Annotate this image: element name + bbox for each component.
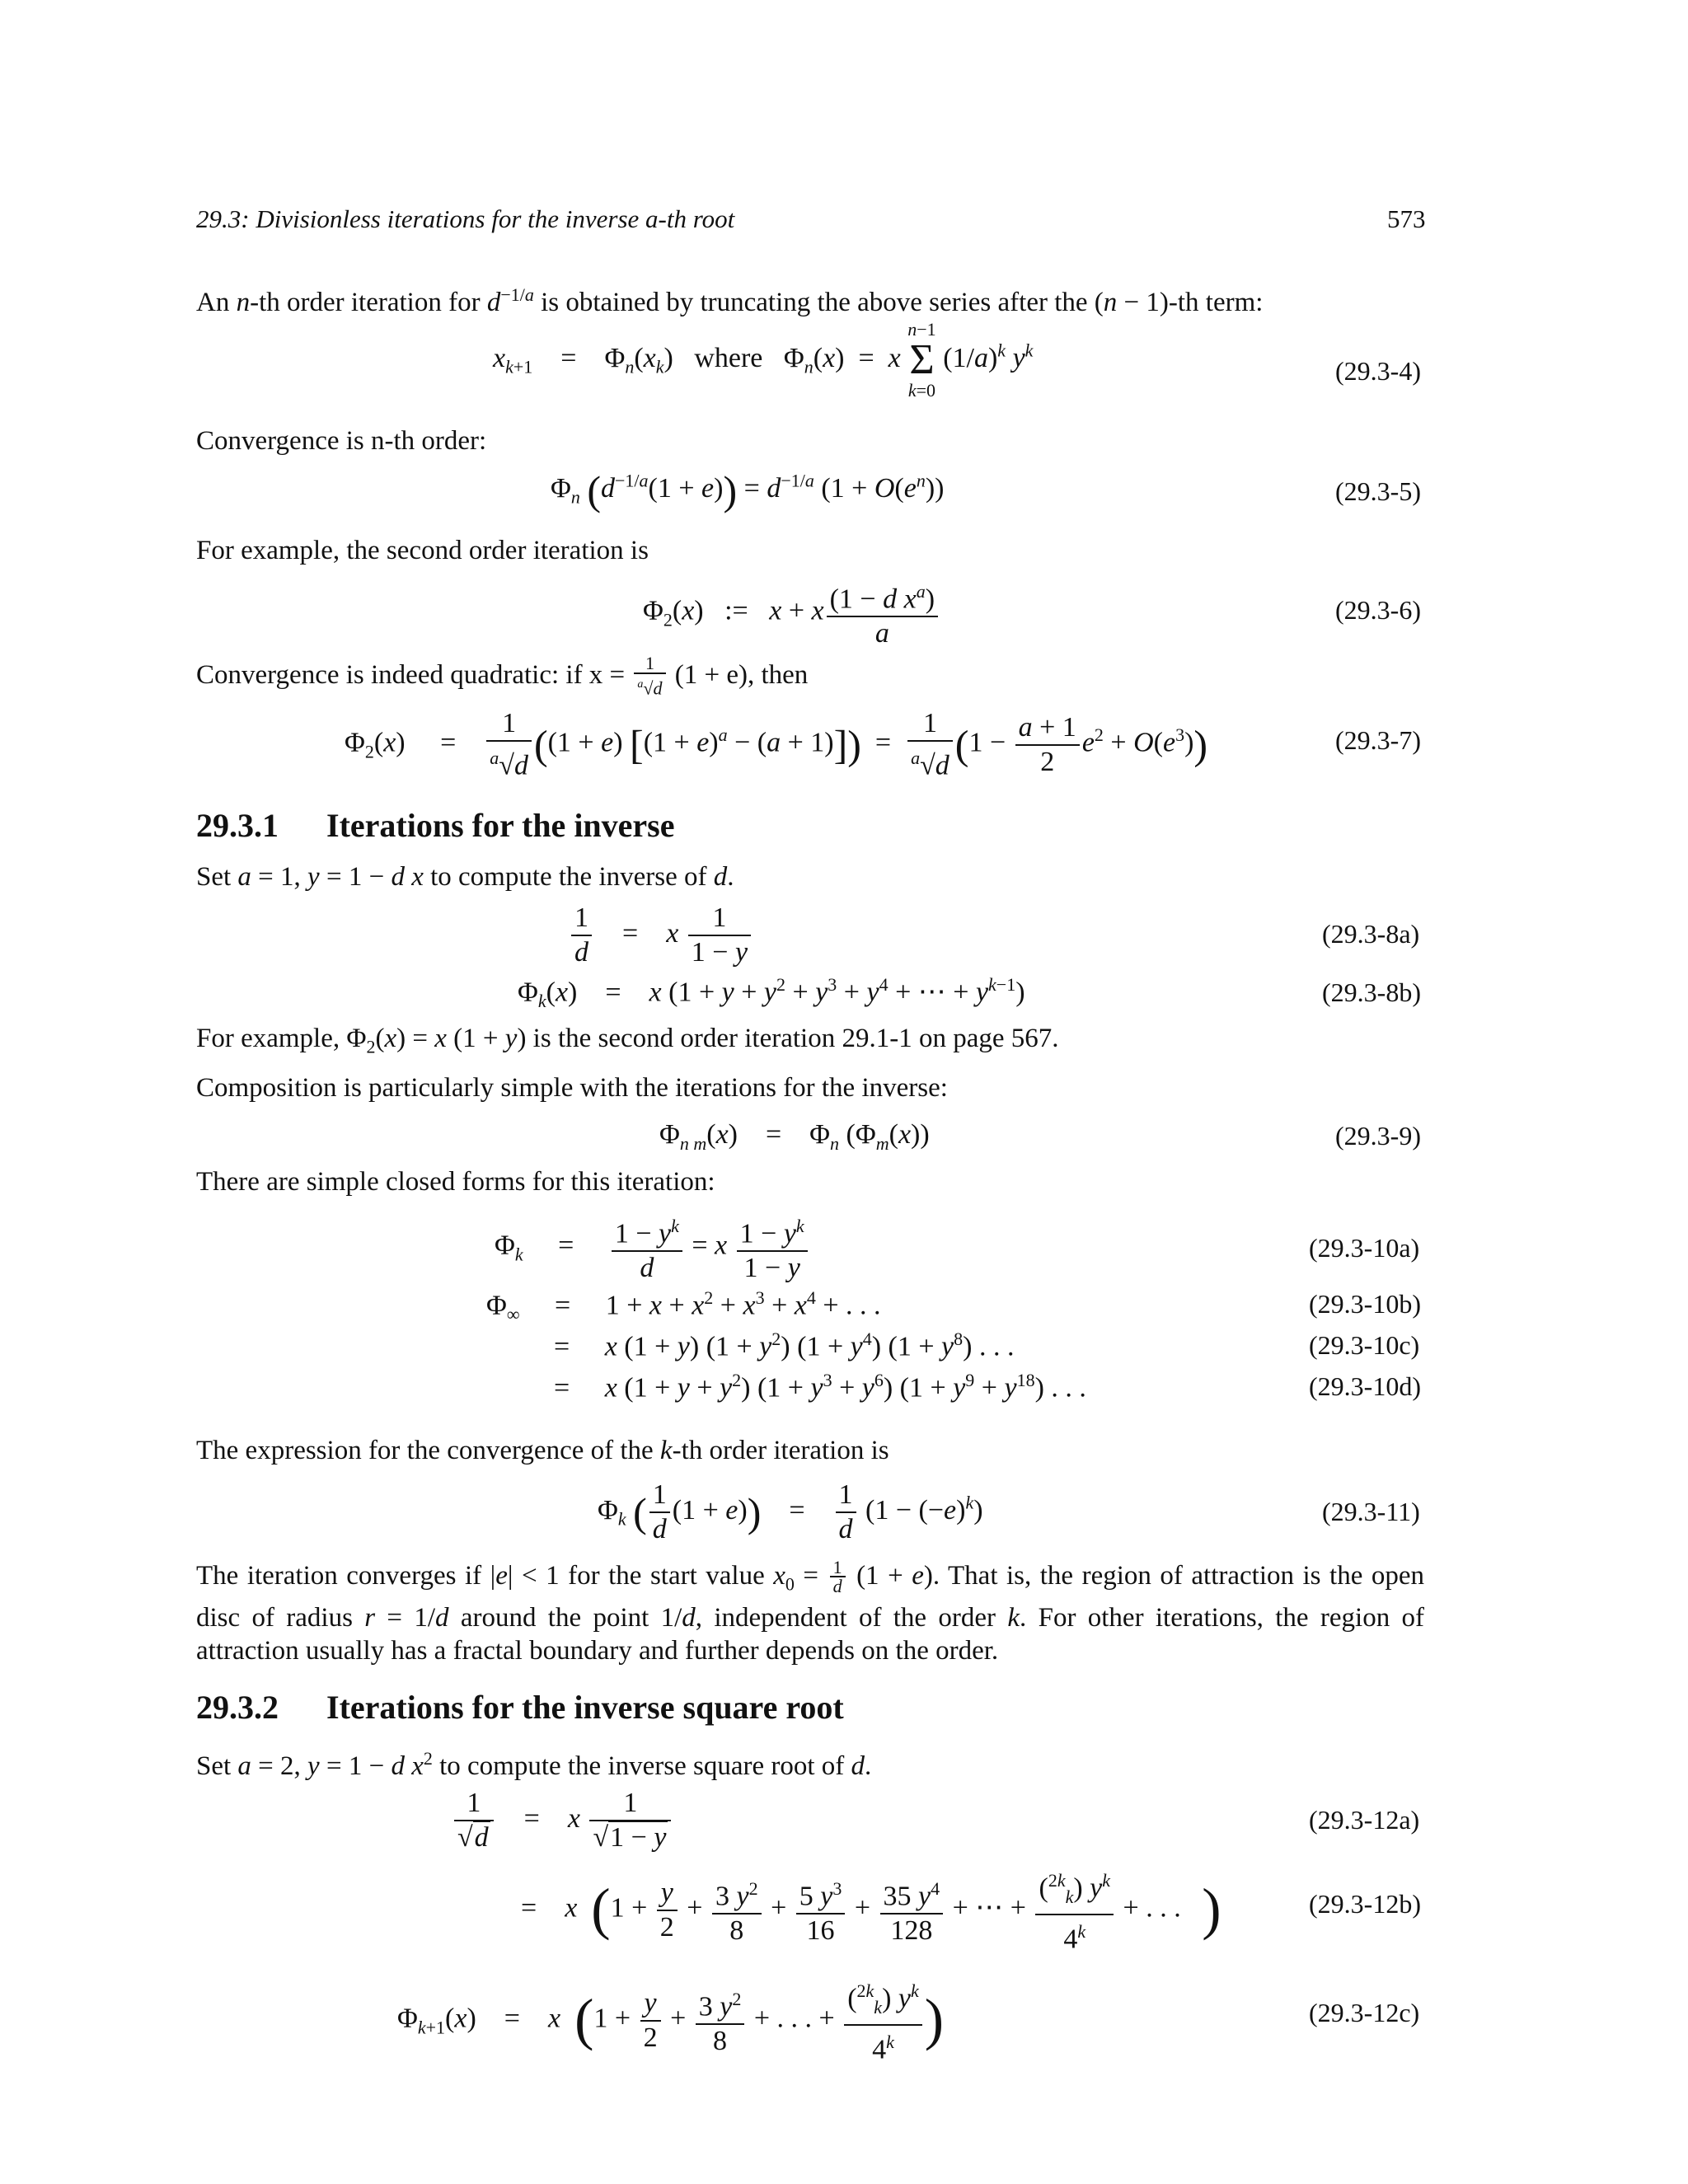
equation-29-3-12a: $\frac{1}{√d}$ = x $\frac{1}{√1 - y}$ [452, 1787, 673, 1854]
eqnum-29-3-12c: (29.3-12c) [1309, 1998, 1420, 2027]
equation-29-3-10c: = x (1 + y) $(1 + y^2)$ $(1 + y^4)$ $(1 + y^8)$ . . . [554, 1329, 1015, 1362]
eqnum-29-3-10a: (29.3-10a) [1309, 1233, 1420, 1263]
section-heading-29-3-2 [196, 1688, 844, 1727]
text-convergence-quadratic: Convergence is indeed quadratic: if x = $\frac{1}{^a√d}$ (1 + e), then [196, 653, 809, 699]
equation-29-3-11: $\Phi_k$ ( $\frac{1}{d}$ (1 + e)) = $\frac{1}{d}$ $(1 - (-e)^k)$ [598, 1479, 983, 1544]
equation-29-3-5: $\Phi_n$ $(d^{-1/a}(1 + e)) = d^{-1/a}$ $(1 + O(e^n))$ [551, 467, 945, 513]
section-heading-29-3-1 [196, 806, 675, 845]
equation-29-3-9: $\Phi_{n m}(x)$ = $\Phi_n$ $(\Phi_m(x))$ [659, 1119, 930, 1154]
intro-line: An n-th order iteration for $d^{-1/a}$ is obtained by truncating the above series after the (n − 1)-th term: [196, 284, 1264, 317]
eqnum-29-3-7: (29.3-7) [1335, 725, 1421, 755]
eqnum-29-3-12a: (29.3-12a) [1309, 1805, 1420, 1835]
eqnum-29-3-11: (29.3-11) [1322, 1497, 1420, 1526]
quadratic-text-a: Convergence is indeed quadratic: if x = [196, 659, 626, 690]
page-number: 573 [1387, 204, 1426, 233]
paragraph-region-of-attraction: The iteration converges if |e| < 1 for the start value $x_0$ = $\frac{1}{d}$ (1 + e). That is, the region of attraction is the open disc of radius r = 1/d around the point 1/d, independent of the order k. For other iterations, the region of attraction usually has a fractal boundary and further depends on the order. [196, 1557, 1425, 1666]
equation-29-3-8b: $\Phi_k(x)$ = x ($1 + y + y^2 + y^3 + y^4$ + ⋯ + $y^{k-1}$) [518, 974, 1025, 1012]
where-word: where [694, 342, 763, 373]
eqnum-29-3-8b: (29.3-8b) [1322, 977, 1421, 1007]
eqnum-29-3-10c: (29.3-10c) [1309, 1330, 1420, 1360]
text-expression-convergence: The expression for the convergence of the k-th order iteration is [196, 1436, 889, 1465]
text-example-inverse: For example, $\Phi_2(x) = x$ (1 + y) is the second order iteration 29.1-1 on page 567. [196, 1024, 1059, 1057]
equation-29-3-10a: $\Phi_k$ = $\frac{1 - y^k}{d}$ = x $\frac{1 - y^k}{1 - y}$ [495, 1210, 810, 1285]
text-set-invsqrt: Set a = 2, y = 1 − d $x^2$ to compute the inverse square root of d. [196, 1748, 872, 1781]
equation-29-3-7: $\Phi_2(x)$ = $\frac{1}{^a√d}$ ((1 + e) $[(1 + e)^a - (a + 1)]$) = $\frac{1}{^a√d}$ (1 − $\frac{a + 1}{2}$ $e^2 + O(e^3)$) [345, 708, 1208, 781]
text-set-inverse: Set a = 1, y = 1 − d x to compute the inverse of d. [196, 862, 734, 892]
equation-29-3-10b: $\Phi_\infty$ = $1 + x + x^2 + x^3 + x^4$ + . . . [486, 1287, 881, 1325]
eqnum-29-3-9: (29.3-9) [1335, 1121, 1421, 1151]
eqnum-29-3-4: (29.3-4) [1335, 356, 1421, 386]
text-closed-forms: There are simple closed forms for this iteration: [196, 1167, 715, 1197]
eqnum-29-3-12b: (29.3-12b) [1309, 1889, 1421, 1919]
section-title: Iterations for the inverse [326, 807, 675, 844]
text-example-second: For example, the second order iteration is [196, 536, 649, 565]
section-title: Iterations for the inverse square root [326, 1689, 844, 1726]
equation-29-3-12b: = x (1 + $\frac{y}{2}$ + $\frac{3 y^2}{8}$ + $\frac{5 y^3}{16}$ + $\frac{35 y^4}{128}$ + ⋯ + $\frac{(^{2k}_k) y^k}{4^k}$ + . . . ) [521, 1864, 1221, 1956]
text-convergence-nth: Convergence is n-th order: [196, 426, 487, 456]
section-number: 29.3.1 [196, 807, 279, 844]
text-composition: Composition is particularly simple with the iterations for the inverse: [196, 1073, 948, 1103]
equation-29-3-4: $x_{k+1}$ = $\Phi_n(x_k)$ where $\Phi_n(x) = x$ n−1 Σ k=0 $(1/a)^k$ $y^k$ [493, 319, 1034, 401]
equation-29-3-8a: $\frac{1}{d}$ = x $\frac{1}{1 - y}$ [569, 902, 753, 969]
eqnum-29-3-6: (29.3-6) [1335, 595, 1421, 625]
quadratic-text-b: (1 + e), then [674, 659, 809, 690]
equation-29-3-10d: = x $(1 + y + y^2)$ $(1 + y^3 + y^6)$ $(1 + y^9 + y^{18})$ . . . [554, 1370, 1086, 1404]
running-title: 29.3: Divisionless iterations for the inverse a-th root [196, 204, 735, 233]
eqnum-29-3-10d: (29.3-10d) [1309, 1371, 1421, 1401]
eqnum-29-3-5: (29.3-5) [1335, 476, 1421, 506]
eqnum-29-3-8a: (29.3-8a) [1322, 919, 1420, 949]
section-number: 29.3.2 [196, 1689, 279, 1726]
eqnum-29-3-10b: (29.3-10b) [1309, 1289, 1421, 1319]
equation-29-3-12c: $\Phi_{k+1}(x)$ = x (1 + $\frac{y}{2}$ + $\frac{3 y^2}{8}$ + . . . + $\frac{(^{2k}_k) y^k}{4^k}$ ) [397, 1975, 944, 2066]
equation-29-3-6: $\Phi_2(x)$ := x + x $\frac{(1 - d x^a)}{a}$ [643, 575, 940, 650]
